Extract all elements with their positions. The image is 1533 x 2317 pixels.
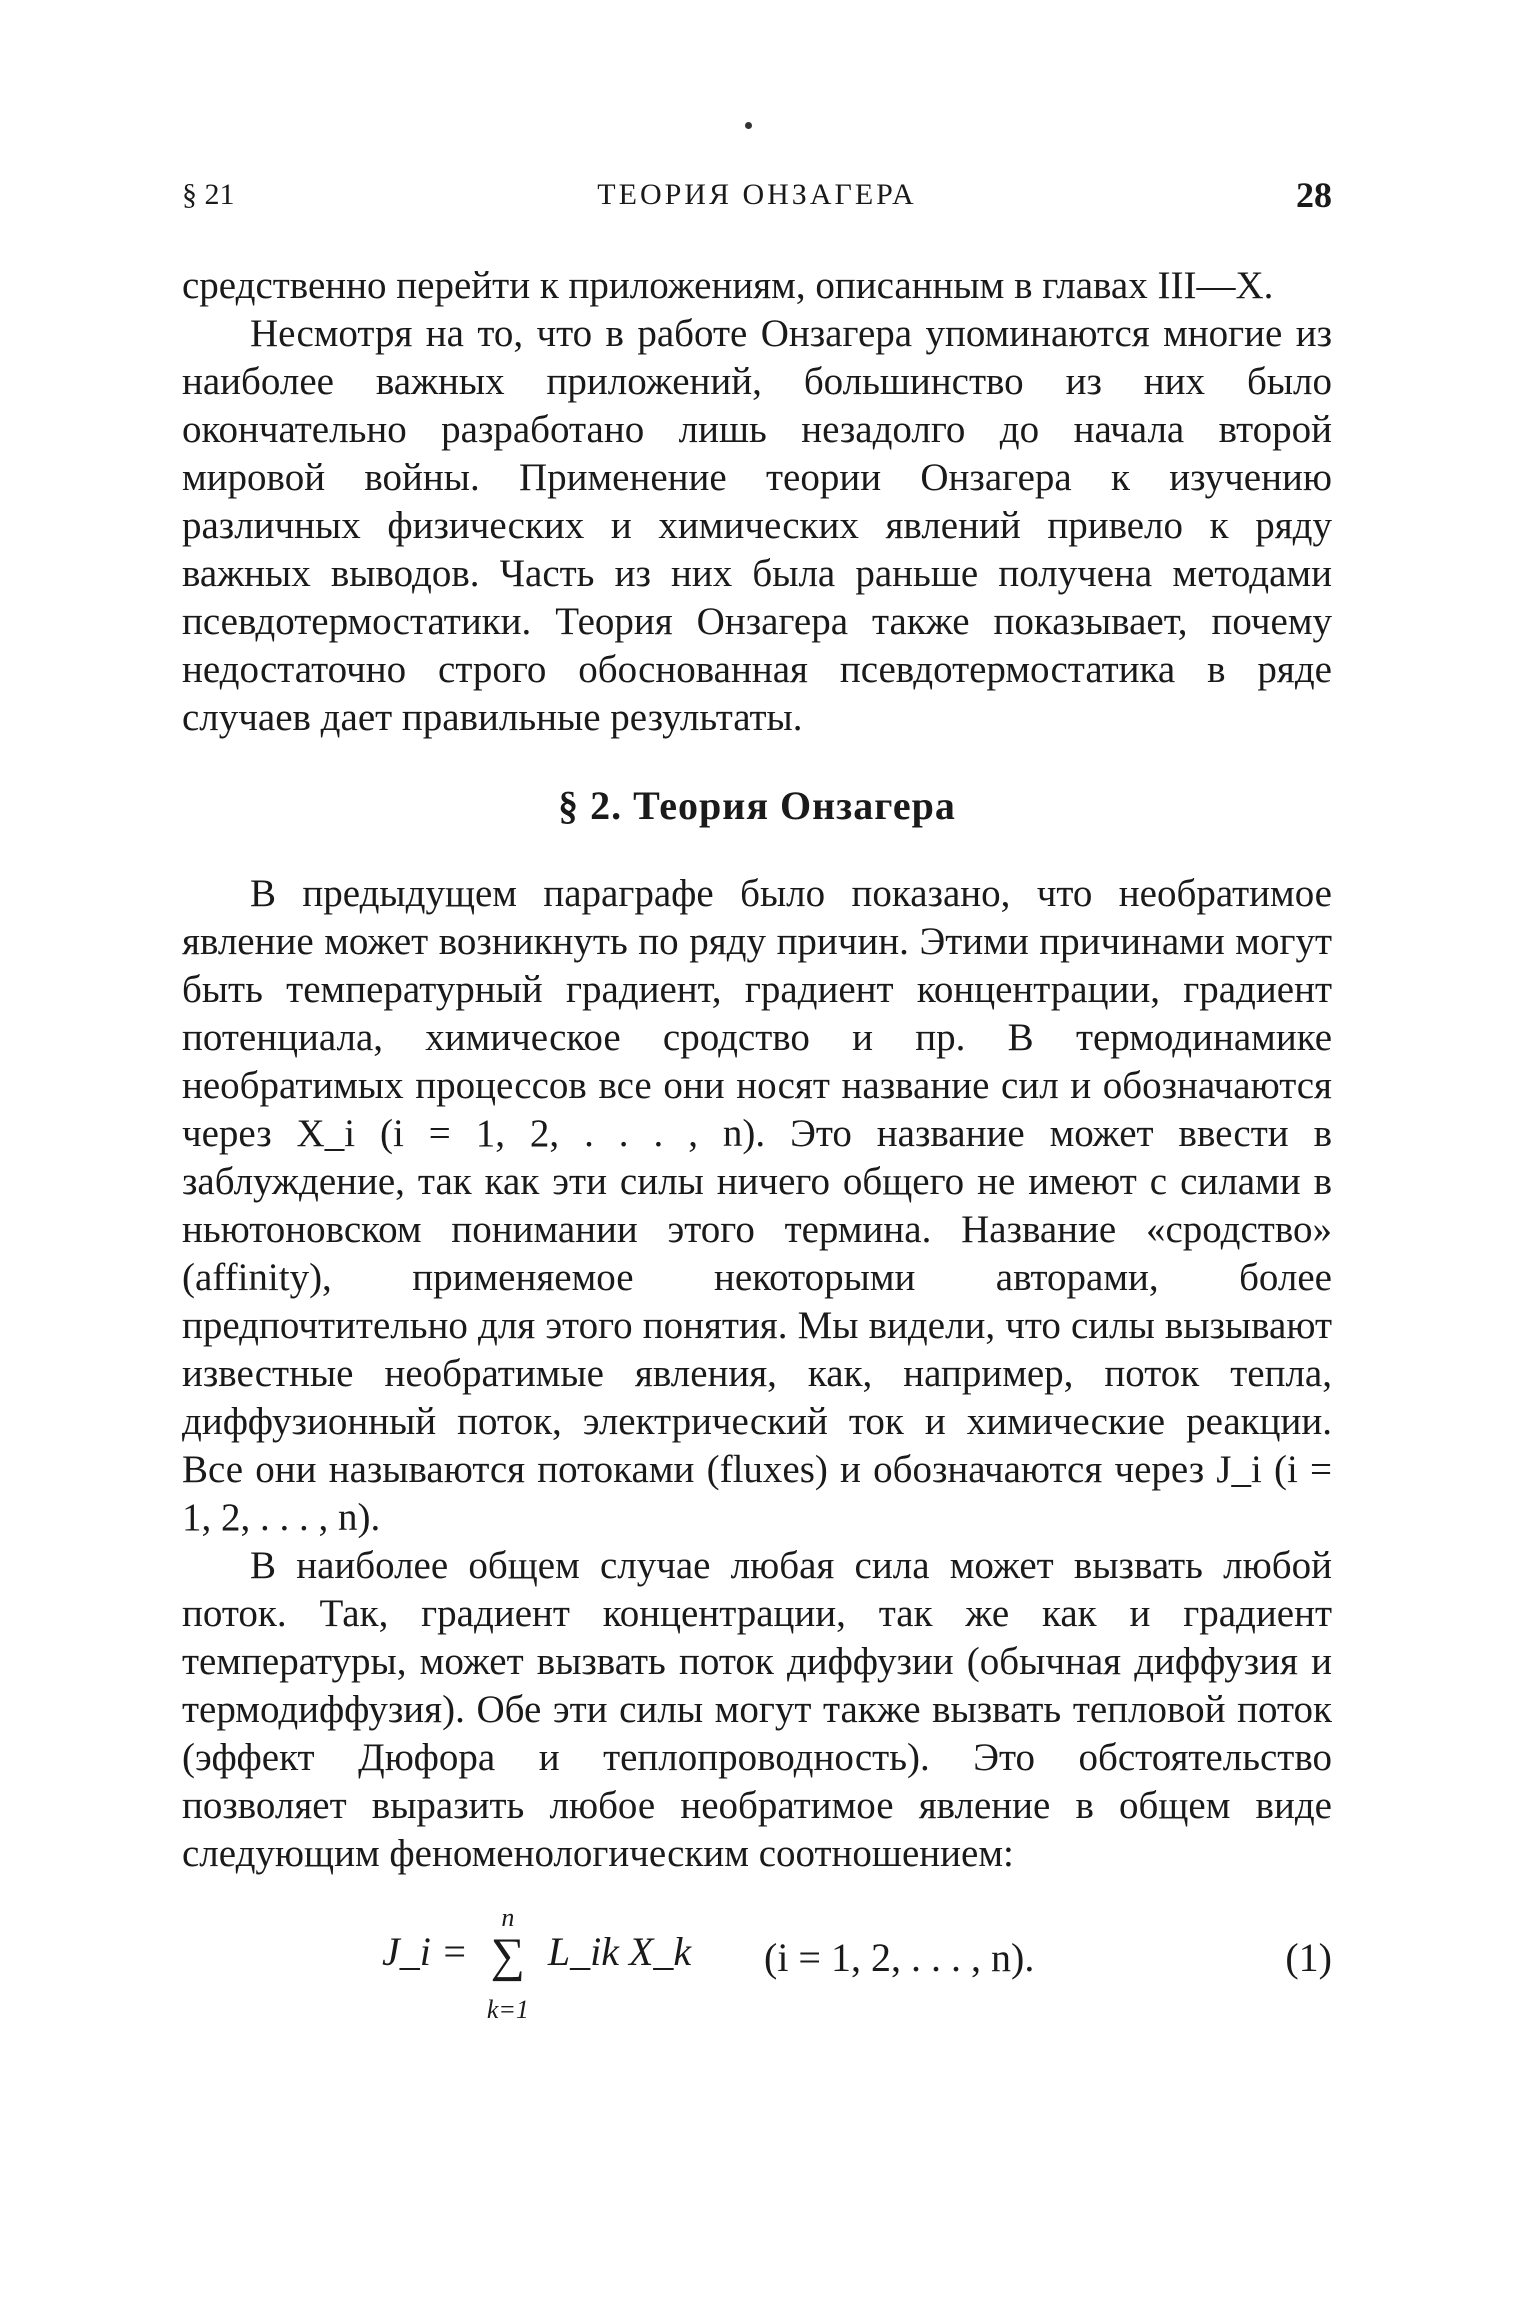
sum-upper-limit: n [501, 1902, 515, 1932]
equation-number: (1) [1285, 1935, 1332, 1980]
paragraph-applications: Несмотря на то, что в работе Онзагера упоминаются многие из наиболее важных приложений, большинство из них было окончательно разработано лишь незадолго до начала второй мировой войны. Применение теории Онзагера к изучению различных физических и химических явлений привело к ряду важных выводов. Часть из них была раньше получена методами псевдотермостатики. Теория Онзагера также показывает, почему недостаточно строго обоснованная псевдотермостатика в ряде случаев дает правильные результаты. [182, 312, 1332, 739]
print-speck [745, 122, 752, 129]
equation-1 [182, 1902, 1332, 2048]
summation-sign: ∑ n k=1 [478, 1932, 538, 1980]
equation-index-range: (i = 1, 2, . . . , n). [764, 1935, 1035, 1980]
page-number: 28 [1296, 175, 1332, 215]
page-body [182, 262, 1332, 2048]
equation-term: L_ik X_k [547, 1929, 692, 1974]
section-heading: § 2. Теория Онзагера [558, 783, 956, 828]
equation-expression [382, 1902, 692, 2024]
sum-lower-limit: k=1 [486, 1994, 529, 2024]
running-title: ТЕОРИЯ ОНЗАГЕРА [597, 178, 917, 211]
equation-lhs: J_i [382, 1929, 431, 1974]
running-header [182, 175, 1332, 228]
paragraph-continuation: средственно перейти к приложениям, описанным в главах III—X. [182, 264, 1274, 307]
equation-equals: = [440, 1929, 468, 1974]
paragraph-phenomenological: В наиболее общем случае любая сила может вызвать любой поток. Так, градиент концентрации, так же как и градиент температуры, может вызвать поток диффузии (обычная диффузия и термодиффузия). Обе эти силы могут также вызвать тепловой поток (эффект Дюфора и теплопроводность). Это обстоятельство позволяет выразить любое необратимое явление в общем виде следующим феноменологическим соотношением: [182, 1544, 1332, 1875]
section-marker: § 21 [182, 178, 235, 211]
paragraph-forces-fluxes: В предыдущем параграфе было показано, что необратимое явление может возникнуть по ряду причин. Этими причинами могут быть температурный градиент, градиент концентрации, градиент потенциала, химическое сродство и пр. В термодинамике необратимых процессов все они носят название сил и обозначаются через X_i (i = 1, 2, . . . , n). Это название может ввести в заблуждение, так как эти силы ничего общего не имеют с силами в ньютоновском понимании этого термина. Название «сродство» (affinity), применяемое некоторыми авторами, более предпочтительно для этого понятия. Мы видели, что силы вызывают известные необратимые явления, как, например, поток тепла, диффузионный поток, электрический ток и химические реакции. Все они называются потоками (fluxes) и обозначаются через J_i (i = 1, 2, . . . , n). [182, 872, 1332, 1539]
